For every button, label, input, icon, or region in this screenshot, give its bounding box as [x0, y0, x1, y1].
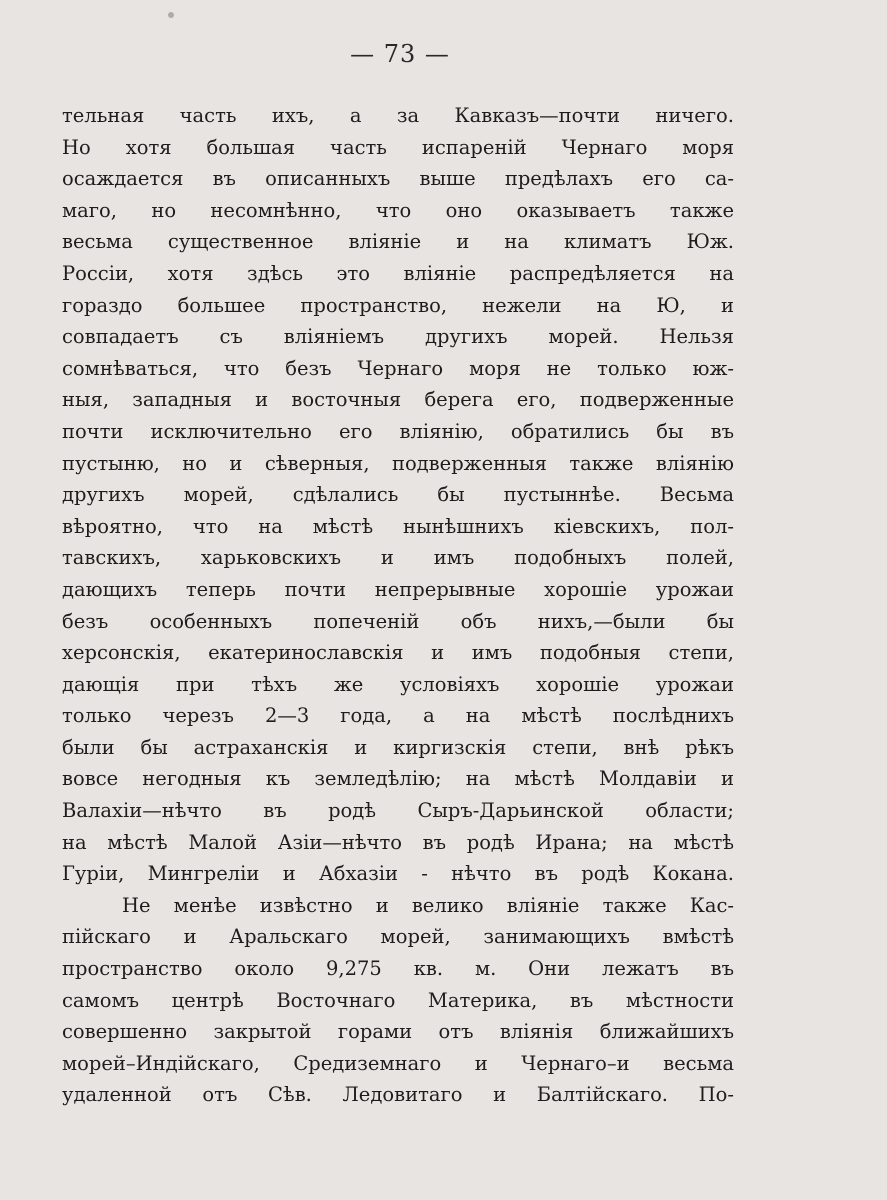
paper-speck [168, 12, 174, 18]
text-line: Но хотя большая часть испареній Чернаго моря [62, 135, 734, 159]
text-line: безъ особенныхъ попеченій объ нихъ,—были бы [62, 609, 734, 633]
text-line: вовсе негодныя къ земледѣлію; на мѣстѣ Молдавіи и [62, 767, 734, 791]
text-line: вѣроятно, что на мѣстѣ нынѣшнихъ кіевскихъ, пол- [62, 514, 734, 538]
paragraph-end-line: Гуріи, Мингреліи и Абхазіи - нѣчто въ родѣ Кокана. [62, 862, 734, 886]
text-line: весьма существенное вліяніе и на климатъ Юж. [62, 230, 734, 254]
text-line: другихъ морей, сдѣлались бы пустыннѣе. Весьма [62, 483, 734, 507]
text-line: совпадаетъ съ вліяніемъ другихъ морей. Нельзя [62, 325, 734, 349]
text-line: дающія при тѣхъ же условіяхъ хорошіе урожаи [62, 672, 734, 696]
text-line: удаленной отъ Сѣв. Ледовитаго и Балтійскаго. По- [62, 1083, 734, 1107]
body-text [62, 100, 734, 1111]
page-number: — 73 — [350, 40, 450, 68]
text-line: пространство около 9,275 кв. м. Они лежатъ въ [62, 957, 734, 981]
text-line: дающихъ теперь почти непрерывные хорошіе урожаи [62, 577, 734, 601]
text-line: херсонскія, екатеринославскія и имъ подобныя степи, [62, 641, 734, 665]
text-line: на мѣстѣ Малой Азіи—нѣчто въ родѣ Ирана; на мѣстѣ [62, 830, 734, 854]
text-line: совершенно закрытой горами отъ вліянія ближайшихъ [62, 1020, 734, 1044]
text-line: Россіи, хотя здѣсь это вліяніе распредѣляется на [62, 261, 734, 285]
text-line: пійскаго и Аральскаго морей, занимающихъ вмѣстѣ [62, 925, 734, 949]
text-line: Валахіи—нѣчто въ родѣ Сыръ-Дарьинской области; [62, 799, 734, 823]
text-line: гораздо большее пространство, нежели на Ю, и [62, 293, 734, 317]
text-line: только черезъ 2—3 года, а на мѣстѣ послѣднихъ [62, 704, 734, 728]
paragraph-start-line: Не менѣе извѣстно и велико вліяніе также Кас- [122, 893, 734, 917]
text-line: были бы астраханскія и киргизскія степи, внѣ рѣкъ [62, 735, 734, 759]
text-line: маго, но несомнѣнно, что оно оказываетъ также [62, 198, 734, 222]
text-line: пустыню, но и сѣверныя, подверженныя также вліянію [62, 451, 734, 475]
text-line: тавскихъ, харьковскихъ и имъ подобныхъ полей, [62, 546, 734, 570]
text-line: морей–Индійскаго, Средиземнаго и Чернаго–и весьма [62, 1051, 734, 1075]
text-line: осаждается въ описанныхъ выше предѣлахъ его са- [62, 167, 734, 191]
text-line: почти исключительно его вліянію, обратились бы въ [62, 419, 734, 443]
text-line: сомнѣваться, что безъ Чернаго моря не только юж- [62, 356, 734, 380]
text-line: самомъ центрѣ Восточнаго Материка, въ мѣстности [62, 988, 734, 1012]
text-line: ныя, западныя и восточныя берега его, подверженные [62, 388, 734, 412]
text-line: тельная часть ихъ, а за Кавказъ—почти ничего. [62, 104, 734, 127]
